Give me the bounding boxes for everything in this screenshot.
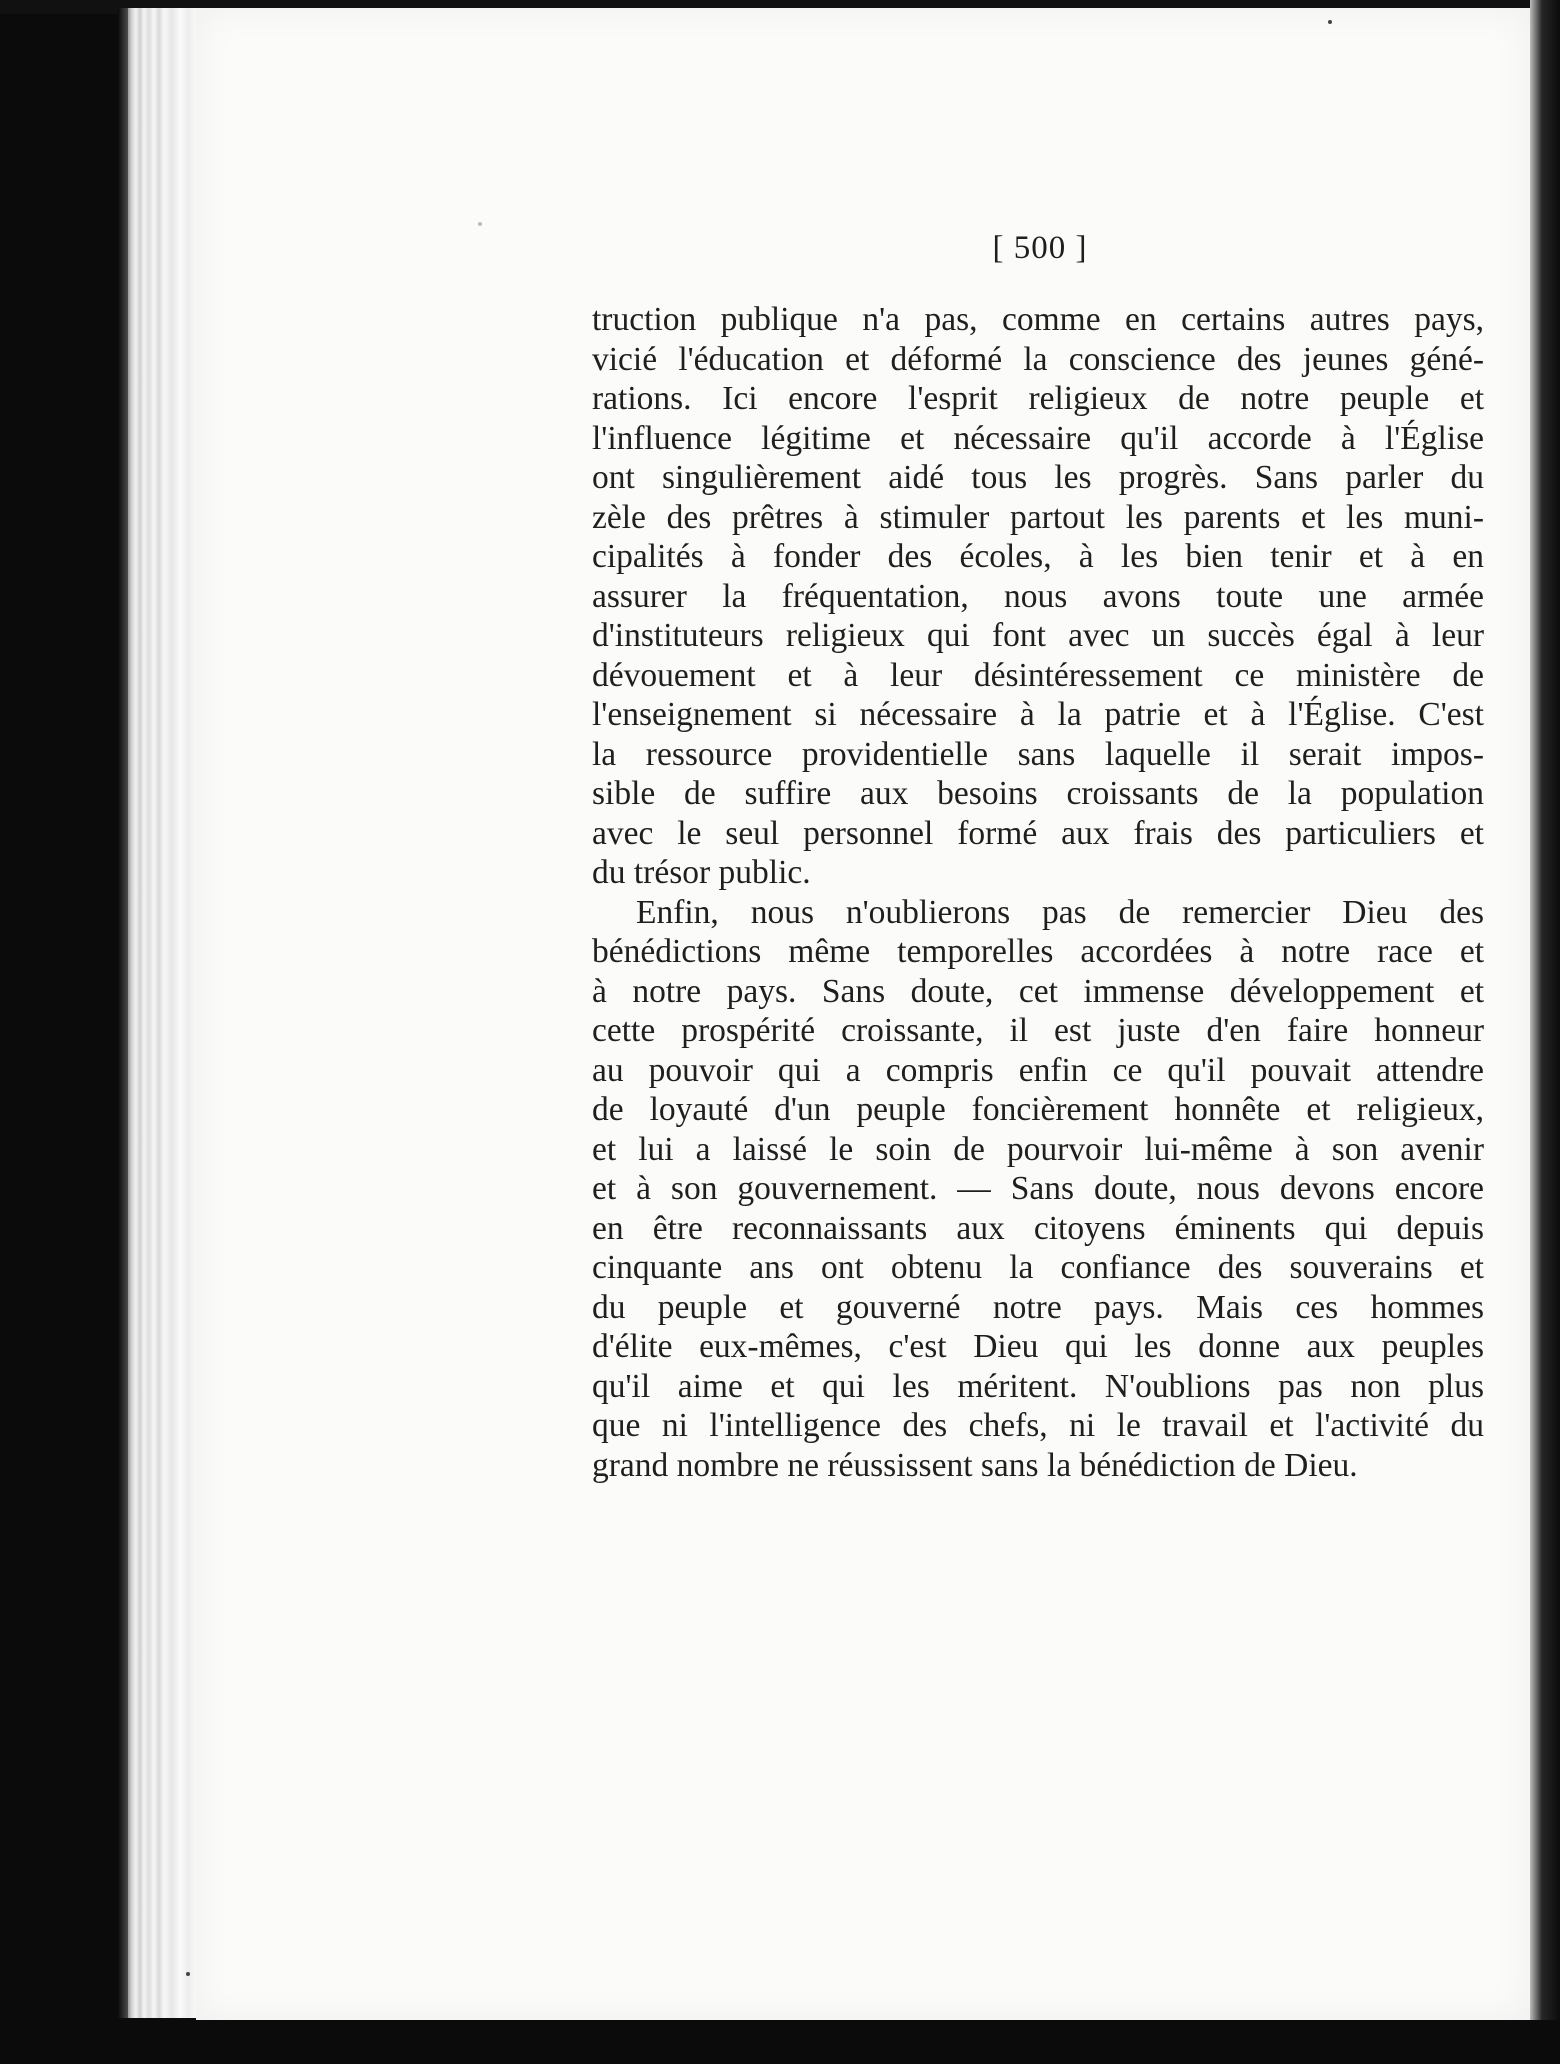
text-line: la ressource providentielle sans laquelle il serait impos- <box>592 735 1484 773</box>
text-line: assurer la fréquentation, nous avons toute une armée <box>592 577 1484 615</box>
dust-speck <box>478 222 482 226</box>
text-line: et lui a laissé le soin de pourvoir lui-même à son avenir <box>592 1130 1484 1168</box>
text-line: truction publique n'a pas, comme en certains autres pays, <box>592 301 1484 338</box>
text-line: du peuple et gouverné notre pays. Mais ces hommes <box>592 1288 1484 1326</box>
text-line: du trésor public. <box>592 854 811 891</box>
bottom-scan-edge <box>0 2020 1560 2064</box>
dust-speck <box>1328 20 1332 24</box>
text-line: cipalités à fonder des écoles, à les bien tenir et à en <box>592 538 1484 575</box>
body-text <box>592 300 1484 1485</box>
text-line: à notre pays. Sans doute, cet immense développement et <box>592 972 1484 1010</box>
text-line: que ni l'intelligence des chefs, ni le travail et l'activité du <box>592 1407 1484 1444</box>
stacked-page-edges <box>128 8 198 2018</box>
text-line: grand nombre ne réussissent sans la bénédiction de Dieu. <box>592 1446 1358 1484</box>
text-line: cinquante ans ont obtenu la confiance des souverains et <box>592 1249 1484 1286</box>
page-number: [ 500 ] <box>992 230 1088 266</box>
text-line: sible de suffire aux besoins croissants de la population <box>592 775 1484 812</box>
dust-speck <box>186 1972 190 1976</box>
text-line: bénédictions même temporelles accordées à notre race et <box>592 933 1484 970</box>
text-line: l'enseignement si nécessaire à la patrie et à l'Église. C'est <box>592 696 1484 733</box>
text-line: ont singulièrement aidé tous les progrès. Sans parler du <box>592 459 1484 496</box>
text-line: d'élite eux-mêmes, c'est Dieu qui les donne aux peuples <box>592 1328 1484 1365</box>
text-line: l'influence légitime et nécessaire qu'il accorde à l'Église <box>592 419 1484 457</box>
text-line: Enfin, nous n'oublierons pas de remercier Dieu des <box>636 893 1484 931</box>
right-page-edge <box>1530 0 1560 2064</box>
text-line: avec le seul personnel formé aux frais des particuliers et <box>592 814 1484 852</box>
text-line: de loyauté d'un peuple foncièrement honnête et religieux, <box>592 1091 1484 1128</box>
text-line: en être reconnaissants aux citoyens éminents qui depuis <box>592 1209 1484 1247</box>
text-line: dévouement et à leur désintéressement ce ministère de <box>592 656 1484 694</box>
text-line: d'instituteurs religieux qui font avec un succès égal à leur <box>592 617 1484 654</box>
paragraph <box>592 893 1484 1486</box>
text-line: cette prospérité croissante, il est juste d'en faire honneur <box>592 1012 1484 1049</box>
text-line: vicié l'éducation et déformé la conscience des jeunes géné- <box>592 340 1484 378</box>
text-line: zèle des prêtres à stimuler partout les parents et les muni- <box>592 498 1484 536</box>
paragraph <box>592 300 1484 893</box>
text-line: au pouvoir qui a compris enfin ce qu'il pouvait attendre <box>592 1051 1484 1089</box>
text-line: rations. Ici encore l'esprit religieux de notre peuple et <box>592 380 1484 417</box>
text-line: qu'il aime et qui les méritent. N'oublions pas non plus <box>592 1367 1484 1405</box>
text-line: et à son gouvernement. — Sans doute, nous devons encore <box>592 1170 1484 1207</box>
